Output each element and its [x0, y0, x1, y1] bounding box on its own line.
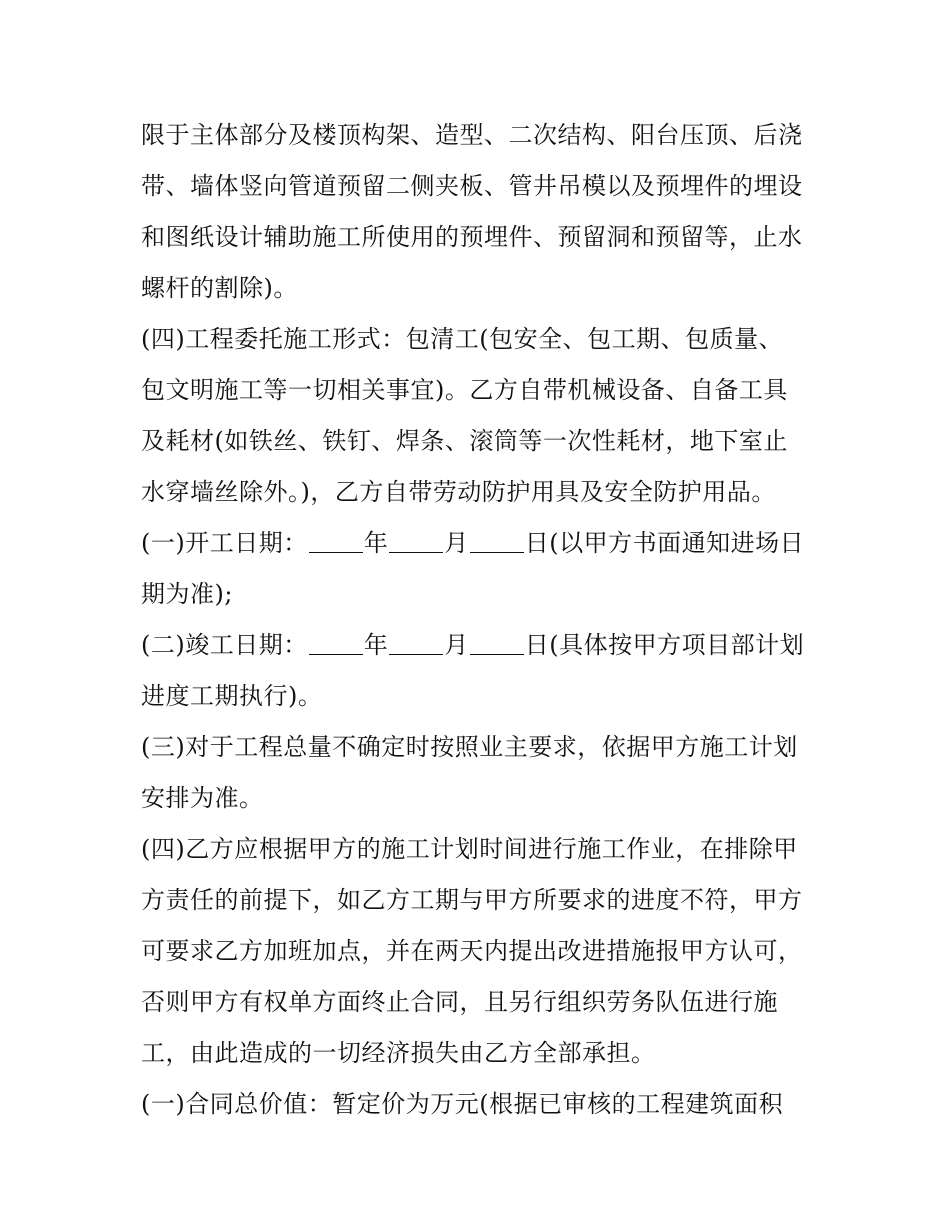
- text-line: 及耗材(如铁丝、铁钉、焊条、滚筒等一次性耗材，地下室止: [141, 427, 788, 455]
- end-year-label: 年: [363, 631, 389, 659]
- text-line: 可要求乙方加班加点，并在两天内提出改进措施报甲方认可，: [141, 937, 803, 965]
- text-line: 方责任的前提下，如乙方工期与甲方所要求的进度不符，甲方: [141, 886, 803, 914]
- text-line: 否则甲方有权单方面终止合同，且另行组织劳务队伍进行施: [141, 988, 778, 1016]
- start-month-label: 月: [444, 529, 469, 557]
- document-body: [141, 110, 821, 1130]
- text-line: 进度工期执行)。: [141, 682, 323, 710]
- start-date-line: [141, 518, 821, 569]
- end-year-blank: [309, 624, 363, 655]
- text-line: 螺杆的割除)。: [141, 274, 298, 302]
- start-day-label: 日(以甲方书面通知进场日: [524, 529, 805, 557]
- text-line: (三)对于工程总量不确定时按照业主要求，依据甲方施工计划: [141, 733, 798, 761]
- end-month-label: 月: [444, 631, 469, 659]
- text-line: 限于主体部分及楼顶构架、造型、二次结构、阳台压顶、后浇: [141, 121, 803, 149]
- text-line: (四)乙方应根据甲方的施工计划时间进行施工作业，在排除甲: [141, 835, 798, 863]
- text-line: 水穿墙丝除外。)，乙方自带劳动防护用具及安全防护用品。: [141, 478, 776, 506]
- end-month-blank: [389, 624, 443, 655]
- end-day-blank: [470, 624, 524, 655]
- text-line: 和图纸设计辅助施工所使用的预埋件、预留洞和预留等，止水: [141, 223, 803, 251]
- start-year-label: 年: [363, 529, 389, 557]
- end-date-line: [141, 620, 821, 671]
- text-line: (一)合同总价值：暂定价为万元(根据已审核的工程建筑面积: [141, 1090, 784, 1118]
- end-day-label: 日(具体按甲方项目部计划: [524, 631, 805, 659]
- start-month-blank: [389, 522, 443, 553]
- start-year-blank: [309, 522, 363, 553]
- start-day-blank: [470, 522, 524, 553]
- text-line: 安排为准。: [141, 784, 264, 812]
- text-line: 带、墙体竖向管道预留二侧夹板、管井吊模以及预埋件的埋设: [141, 172, 803, 200]
- end-date-label: (二)竣工日期：: [141, 631, 308, 659]
- text-line: 工，由此造成的一切经济损失由乙方全部承担。: [141, 1039, 656, 1067]
- text-line: 期为准);: [141, 580, 233, 608]
- start-date-label: (一)开工日期：: [141, 529, 308, 557]
- text-line: 包文明施工等一切相关事宜)。乙方自带机械设备、自备工具: [141, 376, 788, 404]
- text-line: (四)工程委托施工形式：包清工(包安全、包工期、包质量、: [141, 325, 784, 353]
